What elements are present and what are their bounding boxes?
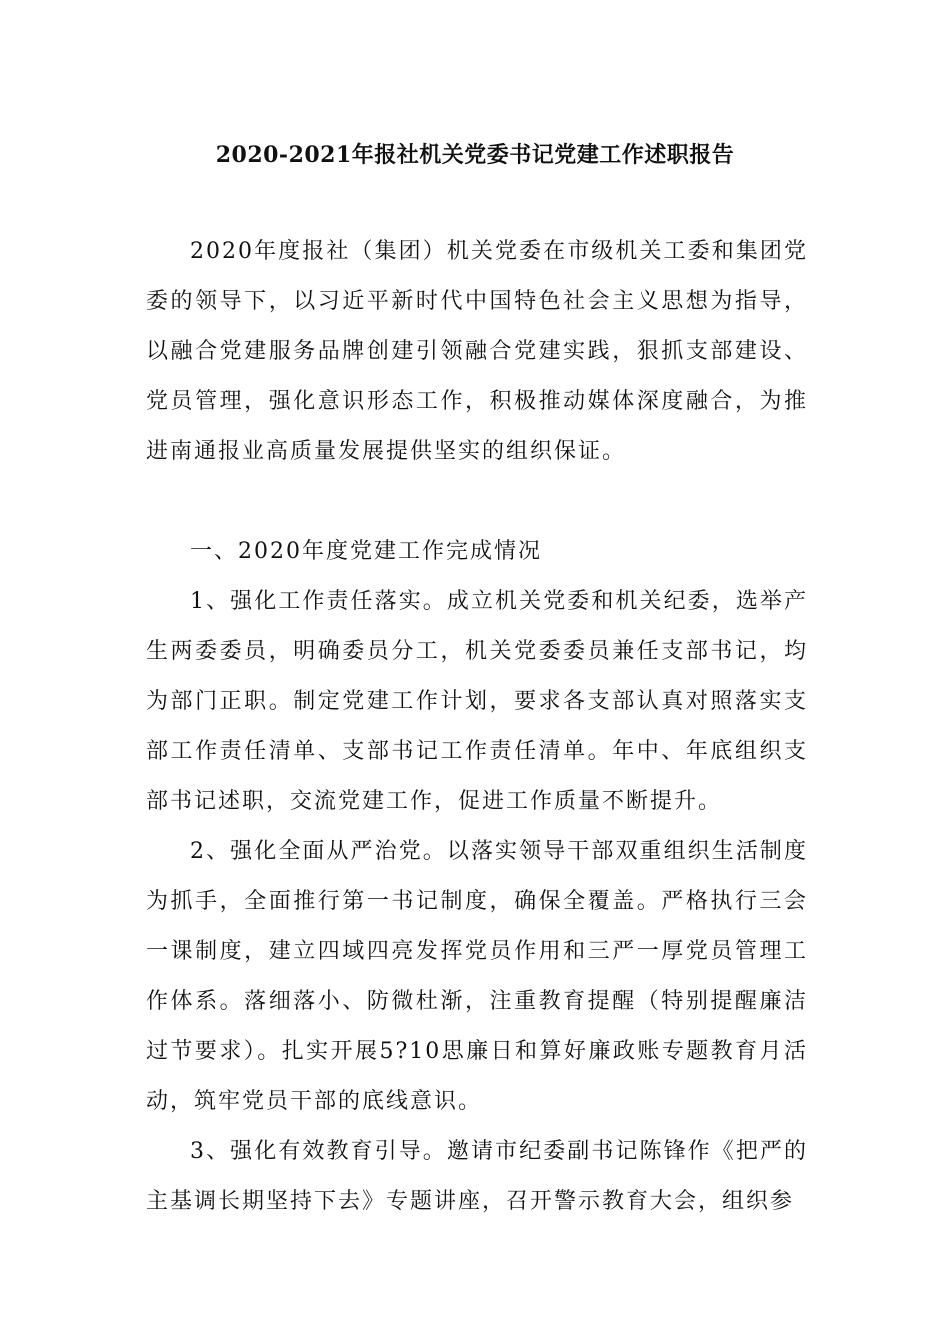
intro-paragraph: 2020年度报社（集团）机关党委在市级机关工委和集团党委的领导下，以习近平新时代中国特色社会主义思想为指导，以融合党建服务品牌创建引领融合党建实践，狠抓支部建设、党员管理，强化意识形态工作，积极推动媒体深度融合，为推进南通报业高质量发展提供坚实的组织保证。 (146, 239, 808, 464)
list-item: 1、强化工作责任落实。成立机关党委和机关纪委，选举产生两委委员，明确委员分工，机关党委委员兼任支部书记，均为部门正职。制定党建工作计划，要求各支部认真对照落实支部工作责任清单、支部书记工作责任清单。年中、年底组织支部书记述职，交流党建工作，促进工作质量不断提升。 (146, 589, 808, 814)
list-item: 2、强化全面从严治党。以落实领导干部双重组织生活制度为抓手，全面推行第一书记制度，确保全覆盖。严格执行三会一课制度，建立四域四亮发挥党员作用和三严一厚党员管理工作体系。落细落小、防微杜渐，注重教育提醒（特别提醒廉洁过节要求）。扎实开展5?10思廉日和算好廉政账专题教育月活动，筑牢党员干部的底线意识。 (146, 839, 808, 1114)
document-title: 2020-2021年报社机关党委书记党建工作述职报告 (215, 142, 735, 168)
list-item: 3、强化有效教育引导。邀请市纪委副书记陈锋作《把严的主基调长期坚持下去》专题讲座，召开警示教育大会，组织参 (146, 1139, 808, 1214)
section-heading: 一、2020年度党建工作完成情况 (190, 539, 542, 564)
